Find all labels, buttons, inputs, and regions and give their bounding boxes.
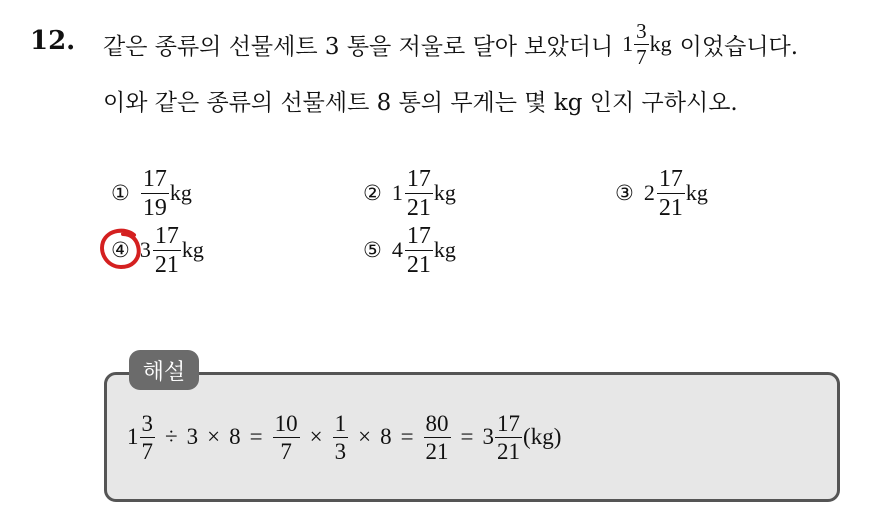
eq-number-8: 8 [380, 424, 392, 449]
option-fraction [405, 224, 433, 277]
fraction-denominator: 7 [636, 44, 647, 69]
option-whole: 4 [391, 237, 403, 262]
eq-whole-5: 3 [482, 424, 495, 449]
option-fraction [405, 167, 433, 220]
mixed-whole: 1 [622, 31, 634, 56]
fraction-denominator: 21 [406, 251, 431, 278]
option-whole: 3 [139, 237, 151, 262]
option-2[interactable] [363, 163, 456, 223]
fraction-bar [495, 437, 522, 438]
option-marker: ⑤ [363, 238, 382, 262]
option-fraction [657, 167, 685, 220]
eq-fraction-5 [495, 412, 522, 463]
fraction-denominator: 7 [280, 438, 292, 464]
fraction-numerator: 17 [658, 165, 683, 192]
fraction-numerator: 1 [334, 410, 347, 436]
eq-unit: (kg) [523, 424, 562, 449]
fraction-bar [424, 437, 451, 438]
eq-fraction-4 [424, 412, 451, 463]
fraction-bar [333, 437, 349, 438]
fraction-denominator: 3 [334, 438, 347, 464]
option-whole: 1 [391, 180, 403, 205]
times-operator: × [309, 424, 323, 449]
question-number: 12. [30, 26, 76, 56]
option-marker: ② [363, 181, 382, 205]
fraction-numerator: 17 [154, 222, 179, 249]
option-3[interactable] [615, 163, 708, 223]
fraction-numerator: 17 [142, 165, 167, 192]
question-text-suffix: 이었습니다. [679, 33, 799, 60]
divide-operator: ÷ [165, 424, 178, 449]
fraction-numerator: 17 [497, 410, 521, 436]
eq-number-3: 3 [186, 424, 199, 449]
option-1[interactable] [111, 163, 192, 223]
fraction-denominator: 21 [406, 194, 431, 221]
equals-sign: = [400, 424, 414, 449]
fraction-bar [405, 193, 433, 194]
fraction-numerator: 3 [636, 18, 647, 43]
fraction-bar [405, 250, 433, 251]
solution-label: 해설 [129, 350, 199, 390]
option-unit: kg [169, 180, 192, 205]
fraction-numerator: 17 [406, 222, 431, 249]
question-text-prefix: 같은 종류의 선물세트 3 통을 저울로 달아 보았더니 [103, 33, 614, 60]
option-5[interactable] [363, 220, 456, 280]
fraction-denominator: 21 [658, 194, 683, 221]
fraction-numerator: 3 [141, 410, 153, 436]
fraction-bar [140, 437, 156, 438]
fraction-denominator: 7 [141, 438, 153, 464]
fraction-denominator: 21 [425, 438, 449, 464]
equals-sign: = [460, 424, 474, 449]
eq-fraction-2 [273, 412, 300, 463]
solution-equation [127, 404, 561, 470]
fraction-denominator: 19 [142, 194, 167, 221]
option-4[interactable] [111, 220, 204, 280]
option-marker: ① [111, 181, 130, 205]
eq-number-8: 8 [229, 424, 241, 449]
fraction-bar [141, 193, 169, 194]
fraction-bar [657, 193, 685, 194]
option-fraction [141, 167, 169, 220]
equals-sign: = [249, 424, 263, 449]
option-unit: kg [433, 237, 456, 262]
unit-kg: kg [649, 31, 672, 56]
fraction-denominator: 21 [154, 251, 179, 278]
option-unit: kg [685, 180, 708, 205]
option-marker: ③ [615, 181, 634, 205]
option-unit: kg [433, 180, 456, 205]
fraction-numerator: 10 [274, 410, 298, 436]
question-line-1 [103, 14, 798, 74]
eq-whole-1: 1 [127, 424, 139, 449]
eq-fraction-3 [333, 412, 349, 463]
fraction-numerator: 80 [425, 410, 449, 436]
question-line-2: 이와 같은 종류의 선물세트 8 통의 무게는 몇 kg 인지 구하시오. [103, 89, 738, 116]
times-operator: × [358, 424, 372, 449]
fraction-bar [273, 437, 300, 438]
option-unit: kg [181, 237, 204, 262]
option-marker: ④ [111, 238, 130, 262]
fraction-numerator: 17 [406, 165, 431, 192]
eq-fraction-1 [140, 412, 156, 463]
mixed-fraction [634, 18, 649, 69]
option-whole: 2 [643, 180, 655, 205]
fraction-bar [153, 250, 181, 251]
fraction-denominator: 21 [497, 438, 521, 464]
option-fraction [153, 224, 181, 277]
times-operator: × [207, 424, 221, 449]
